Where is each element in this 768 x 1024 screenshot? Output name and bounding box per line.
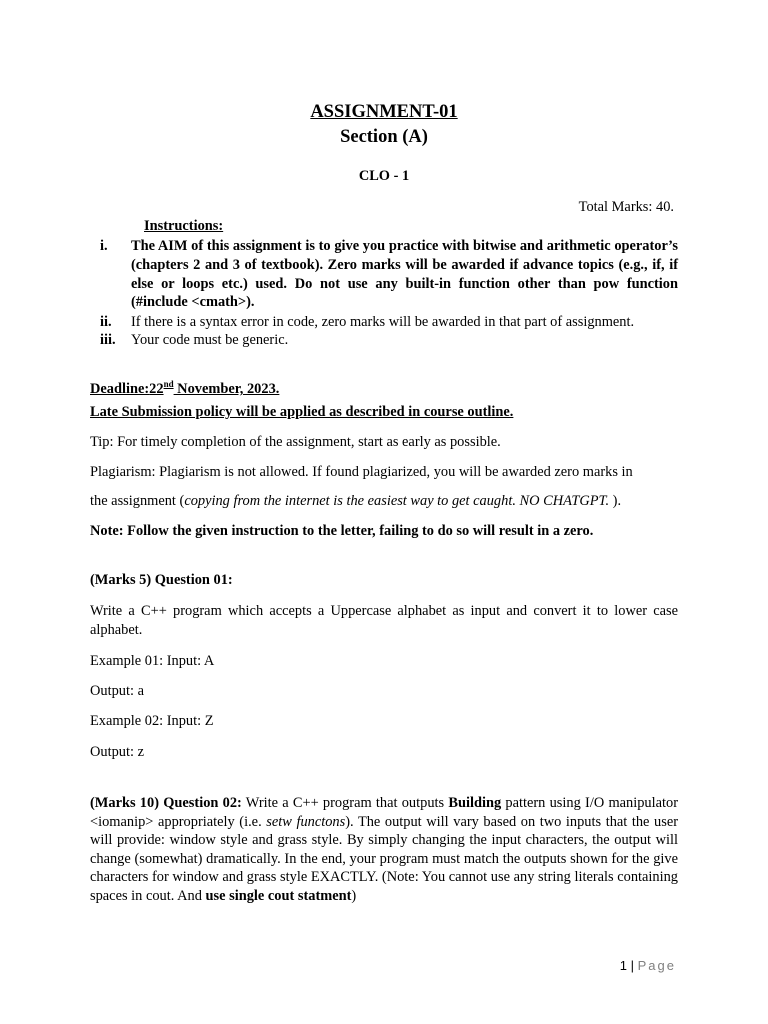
instruction-item-3 <box>90 331 678 350</box>
page-number: 1 <box>619 958 628 973</box>
deadline-day: 22 <box>149 381 164 397</box>
q2-heading: (Marks 10) Question 02: <box>90 795 242 811</box>
page-label: Page <box>637 958 676 973</box>
clo-label: CLO - 1 <box>358 168 410 184</box>
deadline <box>90 380 678 399</box>
note-text: Note: Follow the given instruction to the letter, failing to do so will result in a zero. <box>90 523 594 539</box>
q1-body: Write a C++ program which accepts a Uppercase alphabet as input and convert it to lower case alphabet. <box>90 603 678 638</box>
q1-example2-output: Output: z <box>90 744 144 760</box>
page-separator: | <box>627 958 638 973</box>
q1-example1-input: Example 01: Input: A <box>90 653 215 669</box>
instruction-number: ii. <box>100 314 112 330</box>
deadline-label: Deadline: <box>90 381 150 397</box>
plagiarism-text-end: ). <box>609 493 622 509</box>
q1-heading: (Marks 5) Question 01: <box>90 572 233 588</box>
instruction-text: If there is a syntax error in code, zero marks will be awarded in that part of assignment. <box>131 314 635 330</box>
total-marks: Total Marks: 40. <box>578 199 674 215</box>
page-footer <box>620 958 676 973</box>
instruction-number: i. <box>100 238 108 254</box>
instructions-heading: Instructions: <box>144 218 224 234</box>
plagiarism-text-start: the assignment ( <box>90 493 185 509</box>
late-policy: Late Submission policy will be applied as described in course outline. <box>90 404 514 420</box>
tip-text: Tip: For timely completion of the assignment, start as early as possible. <box>90 434 501 450</box>
plagiarism-line-1: Plagiarism: Plagiarism is not allowed. If found plagiarized, you will be awarded zero marks in <box>90 464 633 480</box>
assignment-title: ASSIGNMENT-01 <box>310 102 458 122</box>
q2-paragraph <box>90 794 678 906</box>
q1-example1-output: Output: a <box>90 683 144 699</box>
plagiarism-italic: copying from the internet is the easiest way to get caught. NO CHATGPT. <box>184 493 610 509</box>
instruction-text: The AIM of this assignment is to give you practice with bitwise and arithmetic operator’s (chapters 2 and 3 of textbook). Zero marks will be awarded if advance topics (e.g., if, if else or loops etc.) used. Do not use any built-in function other than pow function (#include <cmath>). <box>131 238 678 311</box>
q2-italic-word: setw functons <box>266 813 346 830</box>
section-heading: Section (A) <box>340 127 428 147</box>
plagiarism-line-2 <box>90 492 678 511</box>
q2-bold-word: Building <box>448 795 502 811</box>
q1-example2-input: Example 02: Input: Z <box>90 713 214 729</box>
deadline-day-suffix: nd <box>163 379 174 390</box>
instruction-text: Your code must be generic. <box>131 332 289 348</box>
q2-text-a: Write a C++ program that outputs <box>241 795 449 811</box>
q2-text-b: pattern using I/O manipulator <iomanip> appropriately (i.e. <box>90 795 678 830</box>
deadline-rest: November, 2023. <box>173 381 280 397</box>
q2-text-d: ) <box>351 887 357 904</box>
instruction-number: iii. <box>100 332 116 348</box>
q2-text-c: ). The output will vary based on two inputs that the user will provide: window style and grass style. By simply changing the input characters, the output will change (somewhat) dramatically. In the end, your program must match the outputs shown for the give characters for window and grass style EXACTLY. (Note: You cannot use any string literals containing spaces in cout. And <box>90 813 679 904</box>
instruction-item-1 <box>90 237 678 312</box>
q2-bold-end: use single cout statment <box>205 887 352 904</box>
instruction-item-2 <box>90 313 678 332</box>
